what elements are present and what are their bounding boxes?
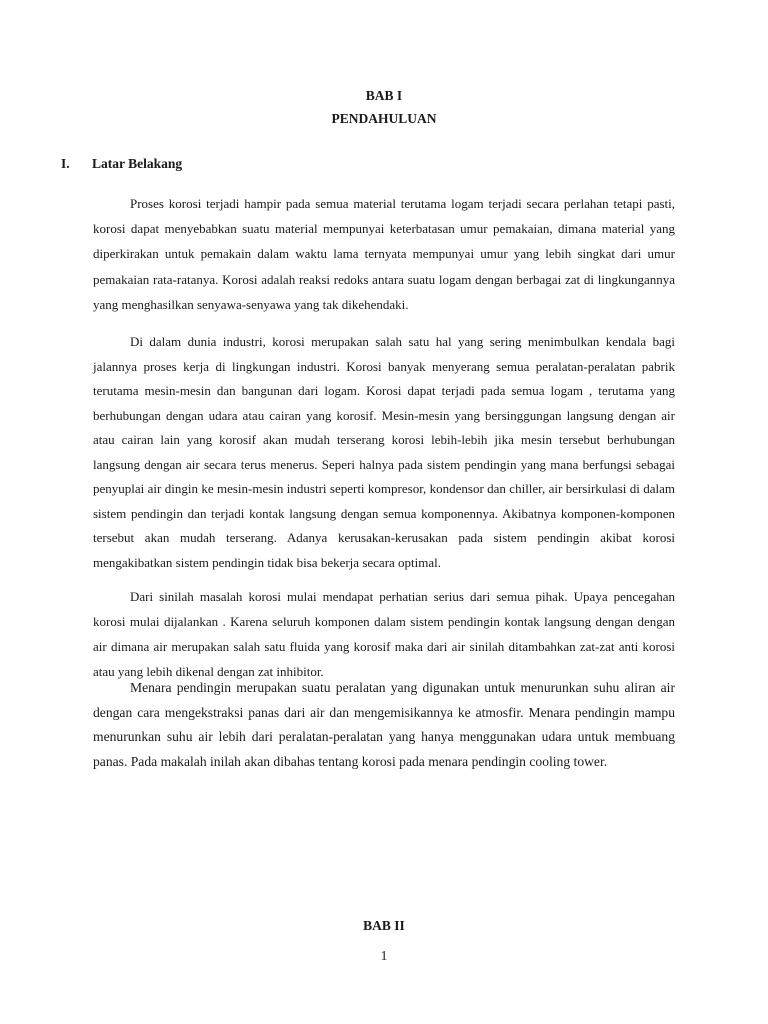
next-chapter-heading: BAB II xyxy=(363,918,405,933)
paragraph: Menara pendingin merupakan suatu peralatan yang digunakan untuk menurunkan suhu aliran air dengan cara mengekstraksi panas dari air dan mengemisikannya ke atmosfir. Menara pendingin mampu menurunkan suhu air lebih dari peralatan-peralatan yang hanya menggunakan udara untuk membuang panas. Pada makalah inilah akan dibahas tentang korosi pada menara pendingin cooling tower. xyxy=(93,680,675,770)
paragraph: Dari sinilah masalah korosi mulai mendapat perhatian serius dari semua pihak. Upaya pencegahan korosi mulai dijalankan . Karena seluruh komponen dalam sistem pendingin kontak langsung dengan dengan air dimana air merupakan salah satu fluida yang korosif maka dari air sinilah ditambahkan zat-zat anti korosi atau yang lebih dikenal dengan zat inhibitor. xyxy=(93,589,675,679)
section-heading xyxy=(61,156,182,172)
paragraph: Di dalam dunia industri, korosi merupakan salah satu hal yang sering menimbulkan kendala bagi jalannya proses kerja di lingkungan industri. Korosi banyak menyerang semua peralatan-peralatan pabrik terutama mesin-mesin dan bangunan dari logam. Korosi dapat terjadi pada semua logam , terutama yang berhubungan dengan udara atau cairan yang korosif. Mesin-mesin yang bersinggungan langsung dengan air atau cairan lain yang korosif akan mudah terserang korosi lebih-lebih jika mesin tersebut berhubungan langsung dengan air secara terus menerus. Seperi halnya pada sistem pendingin yang mana berfungsi sebagai penyuplai air dingin ke mesin-mesin industri seperti kompresor, kondensor dan chiller, air bersirkulasi di dalam sistem pendingin dan terjadi kontak langsung dengan semua komponennya. Akibatnya komponen-komponen tersebut akan mudah terserang. Adanya kerusakan-kerusakan pada sistem pendingin akibat korosi mengakibatkan sistem pendingin tidak bisa bekerja secara optimal. xyxy=(93,334,675,570)
chapter-number: BAB I xyxy=(365,88,403,103)
section-number: I. xyxy=(61,156,70,171)
page-number: 1 xyxy=(380,948,388,963)
chapter-title: PENDAHULUAN xyxy=(331,111,437,126)
section-title: Latar Belakang xyxy=(92,156,183,171)
paragraph: Proses korosi terjadi hampir pada semua material terutama logam terjadi secara perlahan tetapi pasti, korosi dapat menyebabkan suatu material mempunyai keterbatasan umur pemakaian, dimana material yang diperkirakan untuk pemakain dalam waktu lama ternyata mempunyai umur yang lebih singkat dari umur pemakaian rata-ratanya. Korosi adalah reaksi redoks antara suatu logam dengan berbagai zat di lingkungannya yang menghasilkan senyawa-senyawa yang tak dikehendaki. xyxy=(93,196,675,312)
